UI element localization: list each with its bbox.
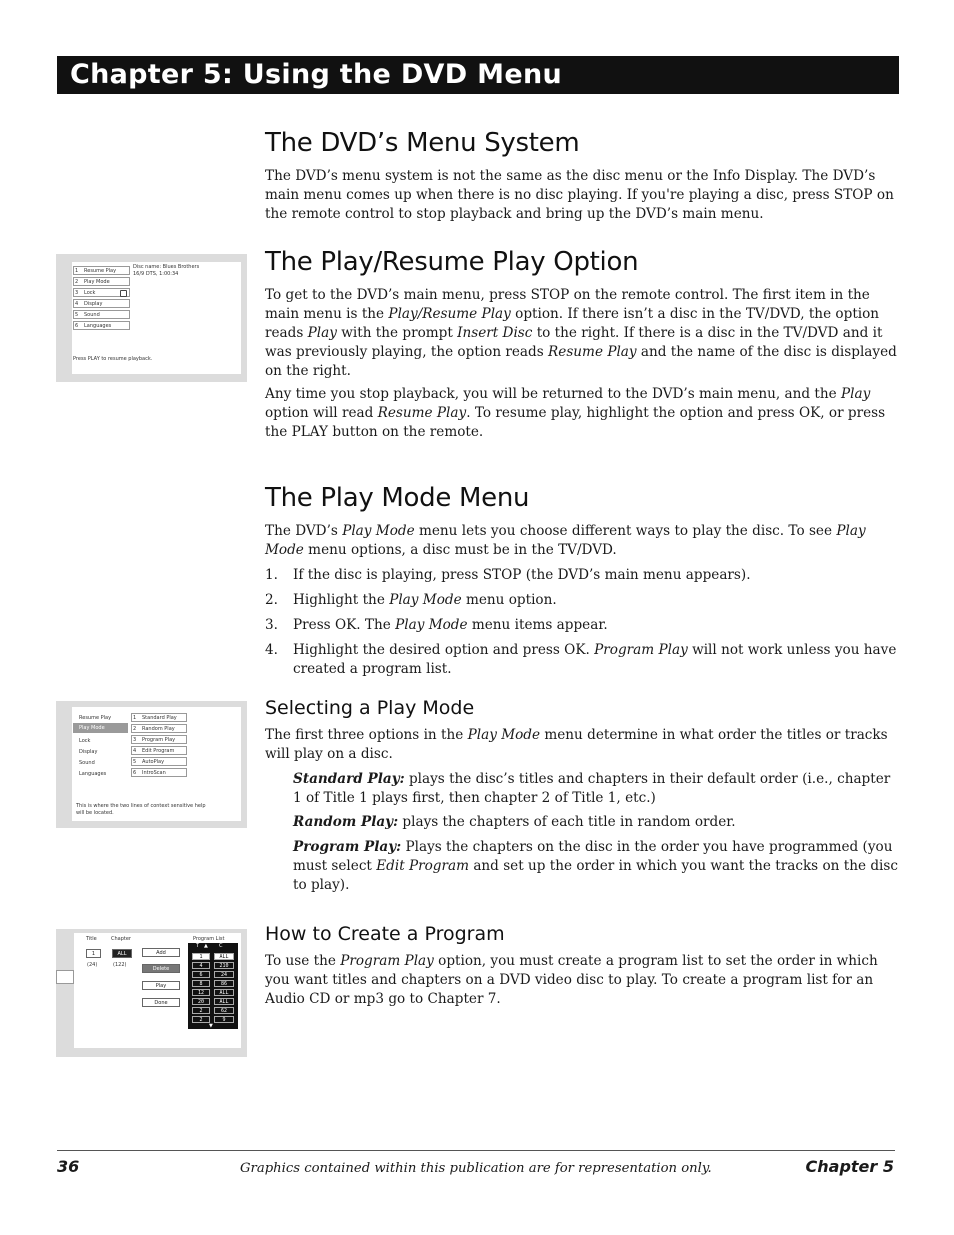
screen2-item-display: Display: [79, 749, 98, 755]
main-menu-screenshot: [56, 254, 247, 382]
step-4: 4. Highlight the desired option and press OK. Program Play will not work unless you have created a program list.: [265, 642, 897, 677]
heading-play-mode: The Play Mode Menu: [265, 483, 530, 513]
screen2-item-resume-play: Resume Play: [79, 715, 112, 721]
play-mode-item-random: 2 Random Play: [131, 724, 187, 733]
chapter-selector: ALL: [112, 949, 132, 958]
program-row: 6 24: [192, 971, 234, 978]
program-row: 2 9: [192, 1016, 234, 1023]
program-list-label: Program List: [193, 936, 225, 942]
heading-create-program: How to Create a Program: [265, 923, 505, 945]
screen2-item-languages: Languages: [79, 771, 107, 777]
main-menu-item-play-mode: 2 Play Mode: [73, 277, 130, 286]
main-menu-item-resume-play: 1 Resume Play: [73, 266, 130, 275]
chapter-title-bar: Chapter 5: Using the DVD Menu: [57, 56, 899, 94]
selecting-intro: The first three options in the Play Mode menu determine in what order the titles or tracks will play on a disc.: [265, 727, 888, 762]
play-mode-item-edit-program: 4 Edit Program: [131, 746, 187, 755]
play-resume-p2: Any time you stop playback, you will be returned to the DVD’s main menu, and the Play option will read Resume Play. To resume play, highlight the option and press OK, or press the PLAY button on the remote.: [265, 386, 886, 440]
heading-selecting-play-mode: Selecting a Play Mode: [265, 697, 475, 719]
heading-menu-system: The DVD’s Menu System: [265, 128, 580, 158]
program-list: [188, 943, 238, 1029]
standard-play-def: Standard Play: plays the disc’s titles and chapters in their default order (i.e., chapter 1 of Title 1 plays first, then chapter 2 of Title 1, etc.): [293, 771, 891, 806]
up-arrow-icon: ▲: [204, 943, 208, 949]
heading-play-resume: The Play/Resume Play Option: [265, 247, 639, 277]
chapter-count: (122): [113, 962, 127, 968]
step-1: 1. If the disc is playing, press STOP (the DVD’s main menu appears).: [265, 567, 751, 583]
title-selector: 1: [86, 949, 101, 958]
page-number: 36: [57, 1157, 80, 1176]
play-resume-p1: To get to the DVD’s main menu, press STOP on the remote control. The first item in the main menu is the Play/Resume Play option. If there isn’t a disc in the TV/DVD, the option reads Play with the prompt Insert Disc to the right. If there is a disc in the TV/DVD and it was previously playing, the option reads Resume Play and the name of the disc is displayed on the right.: [265, 287, 897, 379]
random-play-def: Random Play: plays the chapters of each title in random order.: [293, 814, 736, 830]
program-col-t: T: [196, 943, 200, 949]
play-button: Play: [142, 981, 180, 990]
footer-rule: [57, 1150, 895, 1151]
play-mode-intro: The DVD’s Play Mode menu lets you choose different ways to play the disc. To see Play Mode menu options, a disc must be in the TV/DVD.: [265, 523, 866, 558]
screen2-item-play-mode: Play Mode: [73, 723, 128, 733]
menu-system-body: The DVD’s menu system is not the same as the disc menu or the Info Display. The DVD’s main menu comes up when there is no disc playing. If you're playing a disc, press STOP on the remote control to stop playback and bring up the DVD’s main menu.: [265, 168, 894, 222]
screen2-hint: This is where the two lines of context sensitive help will be located.: [76, 803, 206, 816]
screen1-hint: Press PLAY to resume playback.: [73, 356, 153, 362]
program-row: 2 62: [192, 1007, 234, 1014]
play-mode-item-introscan: 6 IntroScan: [131, 768, 187, 777]
step-2: 2. Highlight the Play Mode menu option.: [265, 592, 557, 608]
step-3: 3. Press OK. The Play Mode menu items appear.: [265, 617, 608, 633]
title-label: Title: [86, 936, 97, 942]
play-mode-item-autoplay: 5 AutoPlay: [131, 757, 187, 766]
add-button: Add: [142, 948, 180, 957]
program-row: 20 ALL: [192, 998, 234, 1005]
disc-info: Disc name: Blues Brothers 16/9 DTS, 1:00:34: [133, 264, 200, 277]
title-count: (24): [87, 962, 98, 968]
left-tab-marker: [56, 970, 74, 984]
play-mode-item-program: 3 Program Play: [131, 735, 187, 744]
main-menu-item-languages: 6 Languages: [73, 321, 130, 330]
play-mode-screenshot: [56, 701, 247, 828]
main-menu-item-display: 4 Display: [73, 299, 130, 308]
lock-icon: [120, 290, 127, 297]
program-row: 1 ALL: [192, 953, 234, 960]
program-play-def: Program Play: Plays the chapters on the disc in the order you have programmed (you must select Edit Program and set up the order in which you want the tracks on the disc to play).: [293, 839, 898, 893]
down-arrow-icon: ▼: [209, 1023, 213, 1029]
create-program-body: To use the Program Play option, you must create a program list to set the order in which you want titles and chapters on a DVD video disc to play. To create a program list for an Audio CD or mp3 go to Chapter 7.: [265, 953, 878, 1007]
done-button: Done: [142, 998, 180, 1007]
program-row: 12 ALL: [192, 989, 234, 996]
chapter-label: Chapter: [111, 936, 131, 942]
footer-note: Graphics contained within this publication are for representation only.: [240, 1161, 712, 1176]
delete-button: Delete: [142, 964, 180, 973]
program-col-c: C: [219, 943, 223, 949]
main-menu-item-lock: 3 Lock: [73, 288, 130, 297]
footer-chapter: Chapter 5: [805, 1157, 894, 1176]
main-menu-item-sound: 5 Sound: [73, 310, 130, 319]
screen2-item-lock: Lock: [79, 738, 91, 744]
play-mode-item-standard: 1 Standard Play: [131, 713, 187, 722]
program-row: 8 86: [192, 980, 234, 987]
screen2-item-sound: Sound: [79, 760, 95, 766]
program-row: 4 210: [192, 962, 234, 969]
